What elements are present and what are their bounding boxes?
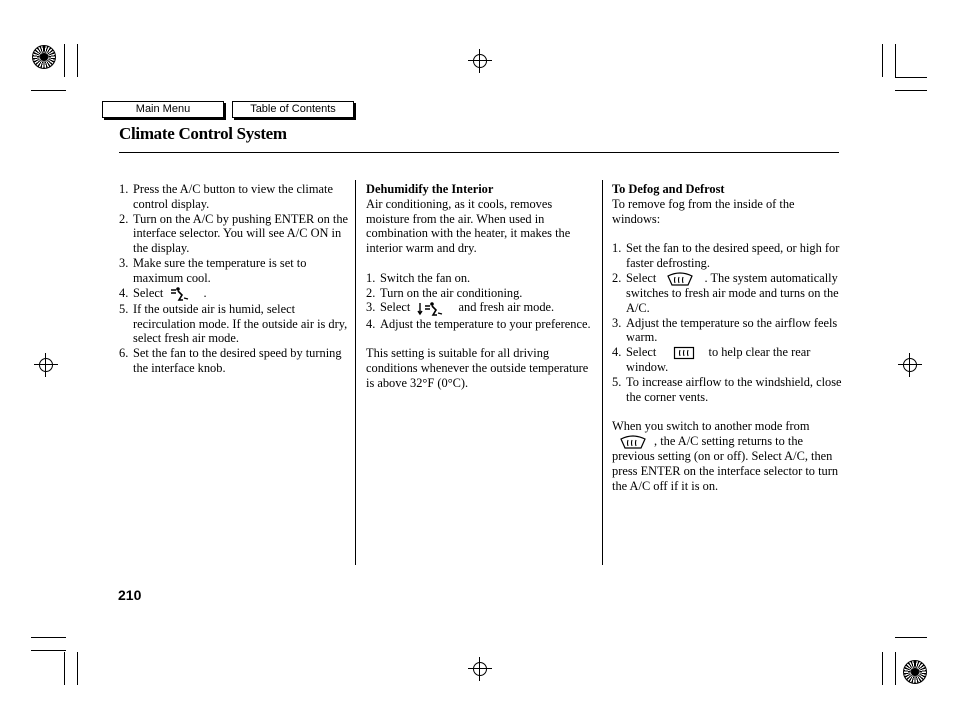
list-item: 4. Select to help clear the rear window. <box>612 345 811 375</box>
crop-mark <box>31 90 66 91</box>
list-item: 3. Make sure the temperature is set to maximum cool. <box>119 255 307 285</box>
crop-mark <box>77 44 78 77</box>
paragraph: This setting is suitable for all driving conditions whenever the outside temperature is above 32°F (0°C). <box>366 346 589 390</box>
paragraph: When you switch to another mode from , the A/C setting returns to the previous setting (on or off). Select A/C, then press ENTER on the interface selector to turn the A/C off if it is on. <box>612 419 839 494</box>
crop-mark <box>31 650 66 651</box>
column-3 <box>612 182 842 494</box>
page-title: Climate Control System <box>119 124 287 143</box>
list-item: 4. Adjust the temperature to your preference. <box>366 316 591 331</box>
list-item: 2. Select . The system automatically switches to fresh air mode and turns on the A/C. <box>612 270 839 315</box>
paragraph: Air conditioning, as it cools, removes moisture from the air. When used in combination with the heater, it makes the interior warm and dry. <box>366 196 571 256</box>
list-item: 5. If the outside air is humid, select recirculation mode. If the outside air is dry, select fresh air mode. <box>119 301 348 346</box>
section-heading: To Defog and Defrost <box>612 182 725 196</box>
crop-mark <box>31 637 66 638</box>
crop-mark <box>64 44 65 77</box>
main-menu-button[interactable]: Main Menu <box>102 101 224 118</box>
column-divider <box>355 180 356 565</box>
crop-mark <box>64 652 65 685</box>
column-1 <box>119 182 351 376</box>
front-defrost-icon <box>618 435 648 449</box>
crop-mark <box>882 44 883 77</box>
column-divider <box>602 180 603 565</box>
dehumidify-steps-list <box>366 271 594 332</box>
section-heading: Dehumidify the Interior <box>366 182 494 196</box>
ac-steps-list <box>119 182 351 376</box>
list-item: 5. To increase airflow to the windshield, close the corner vents. <box>612 375 842 404</box>
registration-target-bottom <box>468 657 492 681</box>
crop-mark <box>895 652 896 685</box>
crop-mark <box>77 652 78 685</box>
floor-defrost-airflow-icon <box>417 301 451 317</box>
front-defrost-icon <box>665 272 695 286</box>
paragraph: To remove fog from the inside of the windows: <box>612 196 795 226</box>
crop-mark <box>895 637 927 638</box>
crop-mark <box>895 44 896 77</box>
list-item: 3. Adjust the temperature so the airflow feels warm. <box>612 315 838 345</box>
list-item: 2. Turn on the air conditioning. <box>366 285 523 300</box>
list-item: 4. Select . <box>119 286 351 302</box>
list-item: 3. Select and fresh air mode. <box>366 300 594 316</box>
rear-defrost-icon <box>673 346 695 360</box>
registration-target-left <box>34 353 58 377</box>
list-item: 1. Set the fan to the desired speed, or high for faster defrosting. <box>612 241 840 270</box>
registration-dial-bottom-right <box>903 660 927 684</box>
list-item: 1. Press the A/C button to view the climate control display. <box>119 182 333 211</box>
defrost-steps-list <box>612 241 842 404</box>
page-number: 210 <box>118 587 142 603</box>
registration-target-top <box>468 49 492 73</box>
list-item: 1. Switch the fan on. <box>366 270 471 285</box>
table-of-contents-button[interactable]: Table of Contents <box>232 101 354 118</box>
title-rule <box>119 152 839 153</box>
dash-floor-airflow-icon <box>168 286 198 302</box>
list-item: 6. Set the fan to the desired speed by turning the interface knob. <box>119 346 342 375</box>
crop-mark <box>895 90 927 91</box>
registration-target-right <box>898 353 922 377</box>
column-2 <box>366 182 594 391</box>
list-item: 2. Turn on the A/C by pushing ENTER on the interface selector. You will see A/C ON in the display. <box>119 211 349 256</box>
crop-mark <box>882 652 883 685</box>
registration-dial-top-left <box>32 45 56 69</box>
crop-mark <box>895 77 927 78</box>
